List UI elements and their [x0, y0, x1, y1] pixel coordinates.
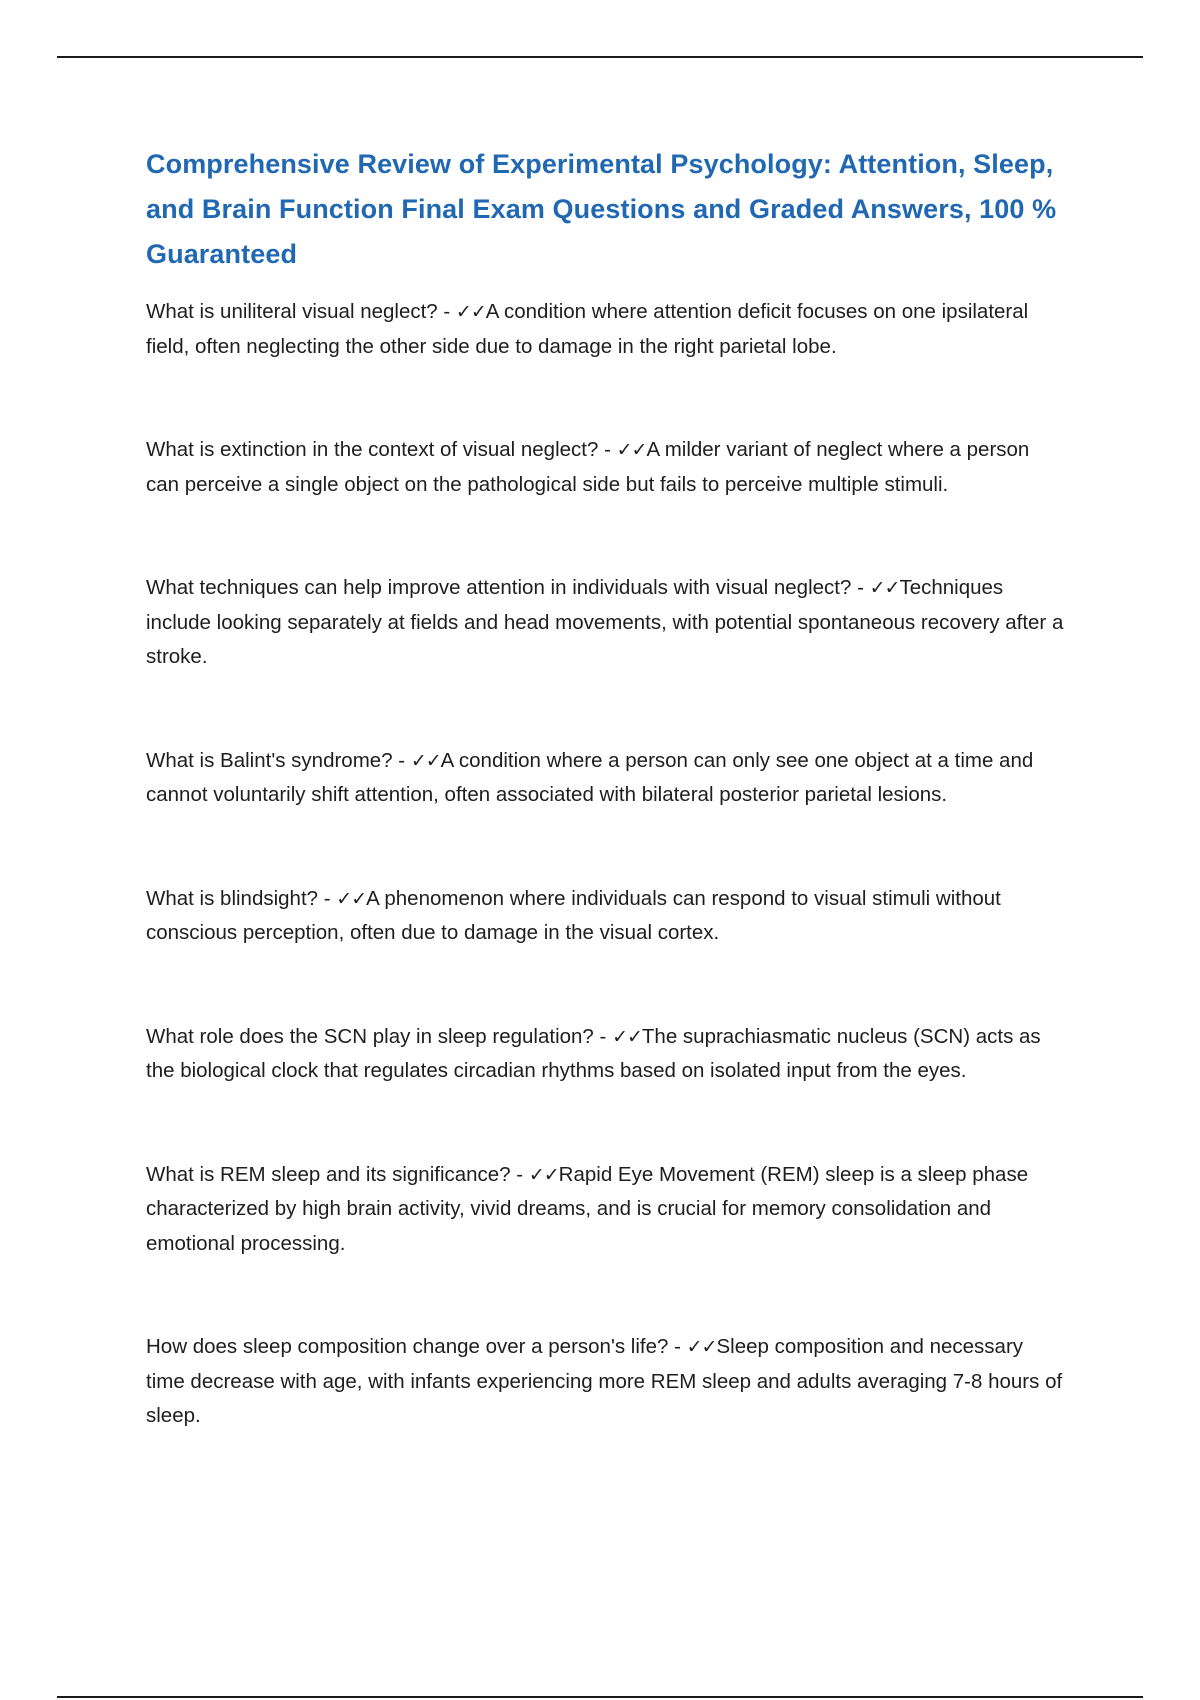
qa-item	[146, 882, 1066, 951]
qa-item	[146, 571, 1066, 675]
document-title: Comprehensive Review of Experimental Psychology: Attention, Sleep, and Brain Function Final Exam Questions and Graded Answers, 100 % Guaranteed	[146, 149, 1057, 269]
qa-item	[146, 433, 1066, 502]
question-text: What is uniliteral visual neglect?	[146, 300, 438, 323]
check-mark-icon: ✓✓	[869, 577, 900, 599]
question-text: What role does the SCN play in sleep regulation?	[146, 1024, 594, 1048]
check-mark-icon: ✓✓	[612, 1025, 642, 1048]
question-text: What is blindsight?	[146, 886, 319, 910]
answer-text: A condition where attention deficit focuses on one ipsilateral field, often neglecting the other side due to damage in the right parietal lobe.	[146, 300, 1029, 358]
separator: -	[318, 886, 337, 910]
answer-text: Rapid Eye Movement (REM) sleep is a sleep phase characterized by high brain activity, vivid dreams, and is crucial for memory consolidation and emotional processing.	[146, 1162, 1029, 1255]
separator: -	[851, 576, 870, 599]
answer-text: A milder variant of neglect where a person can perceive a single object on the pathological side but fails to perceive multiple stimuli.	[146, 438, 1030, 496]
qa-item	[146, 744, 1066, 813]
answer-text: Techniques include looking separately at fields and head movements, with potential spontaneous recovery after a stroke.	[146, 576, 1064, 668]
check-mark-icon: ✓✓	[455, 301, 486, 323]
qa-item	[146, 295, 1066, 364]
header-rule	[57, 56, 1143, 58]
qa-item	[146, 1158, 1066, 1262]
separator: -	[510, 1162, 529, 1186]
qa-list	[146, 295, 1066, 1434]
separator: -	[593, 1024, 613, 1048]
question-text: What is REM sleep and its significance?	[146, 1162, 511, 1186]
separator: -	[392, 748, 411, 772]
question-text: How does sleep composition change over a person's life?	[146, 1335, 669, 1358]
separator: -	[668, 1335, 687, 1358]
separator: -	[598, 438, 617, 461]
check-mark-icon: ✓✓	[410, 749, 441, 772]
check-mark-icon: ✓✓	[336, 887, 367, 910]
qa-item	[146, 1330, 1066, 1434]
check-mark-icon: ✓✓	[528, 1163, 559, 1186]
answer-text: The suprachiasmatic nucleus (SCN) acts as the biological clock that regulates circadian rhythms based on isolated input from the eyes.	[146, 1024, 1041, 1082]
question-text: What is extinction in the context of visual neglect?	[146, 438, 599, 461]
answer-text: A phenomenon where individuals can respond to visual stimuli without conscious perception, often due to damage in the visual cortex.	[146, 886, 1001, 944]
footer-rule	[57, 1696, 1143, 1698]
question-text: What is Balint's syndrome?	[146, 748, 393, 772]
question-text: What techniques can help improve attention in individuals with visual neglect?	[146, 576, 852, 599]
separator: -	[437, 300, 456, 323]
check-mark-icon: ✓✓	[686, 1336, 717, 1358]
document-body	[146, 142, 1066, 1434]
answer-text: A condition where a person can only see one object at a time and cannot voluntarily shift attention, often associated with bilateral posterior parietal lesions.	[146, 748, 1034, 806]
qa-item	[146, 1020, 1066, 1089]
answer-text: Sleep composition and necessary time decrease with age, with infants experiencing more REM sleep and adults averaging 7-8 hours of sleep.	[146, 1335, 1063, 1427]
check-mark-icon: ✓✓	[616, 439, 647, 461]
